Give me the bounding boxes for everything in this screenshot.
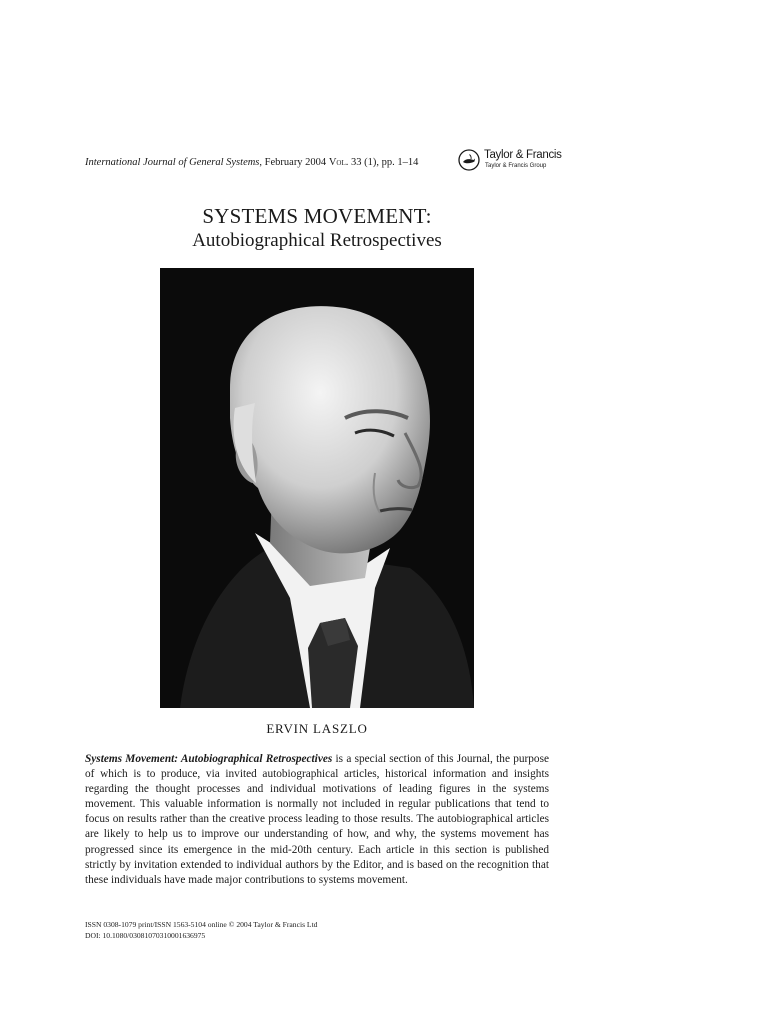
journal-name: International Journal of General Systems [85,157,260,168]
volume-pages: 33 (1), pp. 1–14 [348,157,419,168]
portrait-photo [160,268,474,708]
article-subtitle: Autobiographical Retrospectives [192,230,442,251]
publisher-logo [458,147,562,175]
author-name: ERVIN LASZLO [266,721,368,736]
journal-citation [85,157,418,168]
intro-lead: Systems Movement: Autobiographical Retrospectives [85,753,333,765]
intro-body: is a special section of this Journal, the purpose of which is to produce, via invited autobiographical articles, historical information and insights regarding the thought processes and individual motivations of leading figures in the systems movement. This valuable information is normally not included in regular publications that tend to focus on results rather than the creative process leading to those results. The autobiographical articles are likely to help us to improve our understanding of how, and why, the systems movement has progressed since its emergence in the mid-20th century. Each article in this section is published strictly by invitation extended to individual authors by the Editor, and is based on the recognition that these individuals have made major contributions to systems movement. [85,753,549,886]
intro-paragraph [85,752,549,888]
portrait-illustration [160,268,474,708]
doi-line: DOI: 10.1080/03081070310001636975 [85,930,206,940]
footer-info [85,920,317,941]
issue-date: , February 2004 [259,157,329,168]
publisher-group: Taylor & Francis Group [485,163,547,169]
volume-label: Vol. [328,157,349,168]
publisher-name: Taylor & Francis [484,149,562,161]
lamp-logo-icon [458,149,480,171]
issn-line: ISSN 0308-1079 print/ISSN 1563-5104 online © 2004 Taylor & Francis Ltd [85,920,318,929]
article-title: SYSTEMS MOVEMENT: [202,204,432,228]
